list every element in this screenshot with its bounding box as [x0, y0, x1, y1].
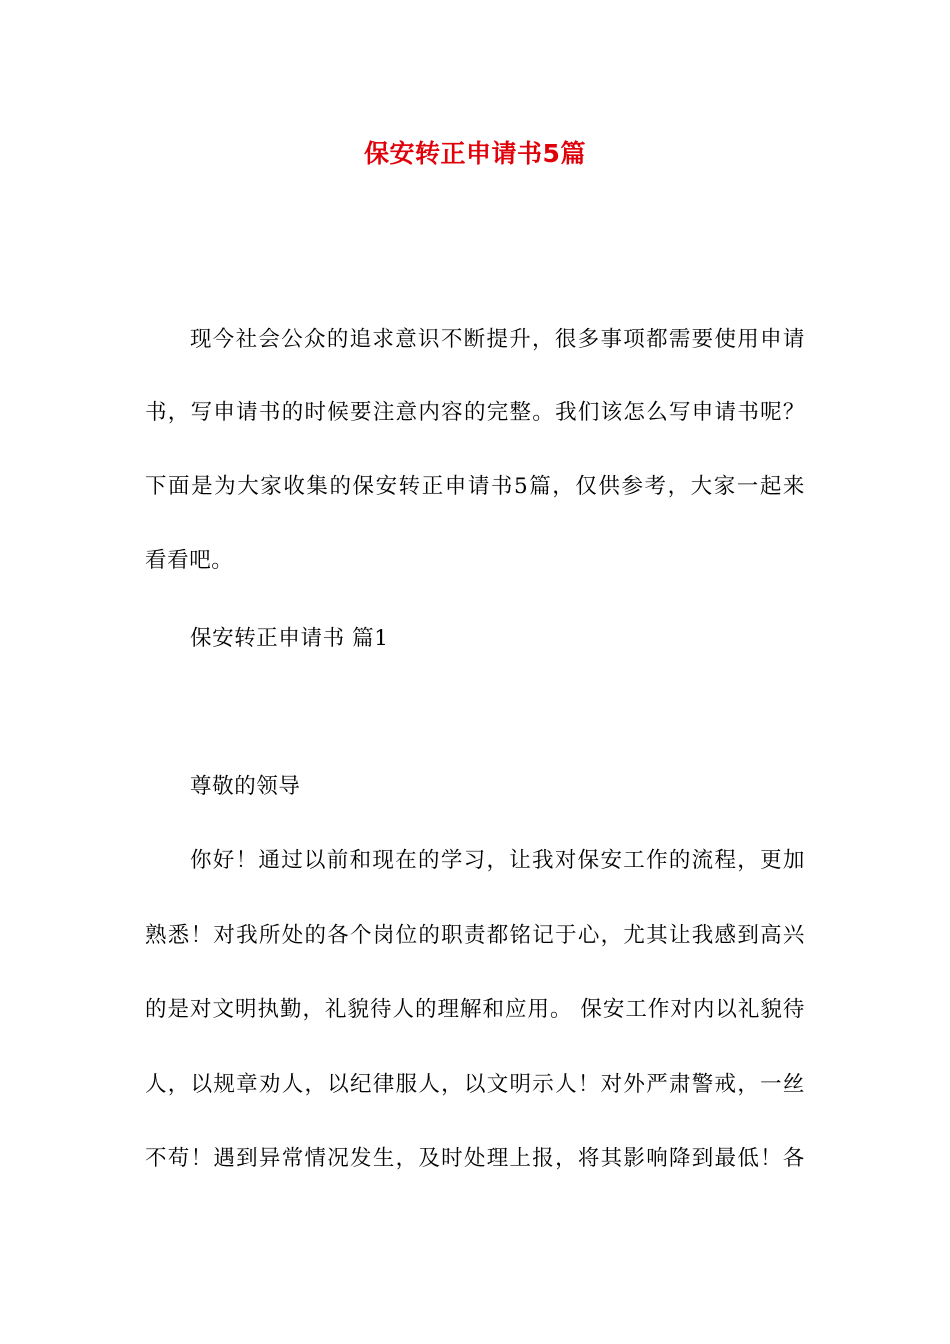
intro-line-2: 书，写申请书的时候要注意内容的完整。我们该怎么写申请书呢？	[145, 400, 805, 425]
intro-line-1: 现今社会公众的追求意识不断提升，很多事项都需要使用申请	[190, 327, 805, 352]
body-line-2: 熟悉！对我所处的各个岗位的职责都铭记于心，尤其让我感到高兴	[145, 923, 805, 948]
body-line-5: 不苟！遇到异常情况发生，及时处理上报，将其影响降到最低！各	[145, 1146, 805, 1171]
body-line-3: 的是对文明执勤，礼貌待人的理解和应用。 保安工作对内以礼貌待	[145, 997, 805, 1022]
section-heading: 保安转正申请书 篇1	[190, 626, 389, 651]
salutation: 尊敬的领导	[190, 774, 301, 799]
body-line-4: 人，以规章劝人，以纪律服人，以文明示人！对外严肃警戒，一丝	[145, 1072, 805, 1097]
intro-line-3: 下面是为大家收集的保安转正申请书5篇，仅供参考，大家一起来	[145, 474, 805, 499]
intro-line-4: 看看吧。	[145, 548, 234, 573]
body-line-1: 你好！通过以前和现在的学习，让我对保安工作的流程，更加	[190, 848, 805, 873]
document-title: 保安转正申请书5篇	[364, 139, 586, 168]
